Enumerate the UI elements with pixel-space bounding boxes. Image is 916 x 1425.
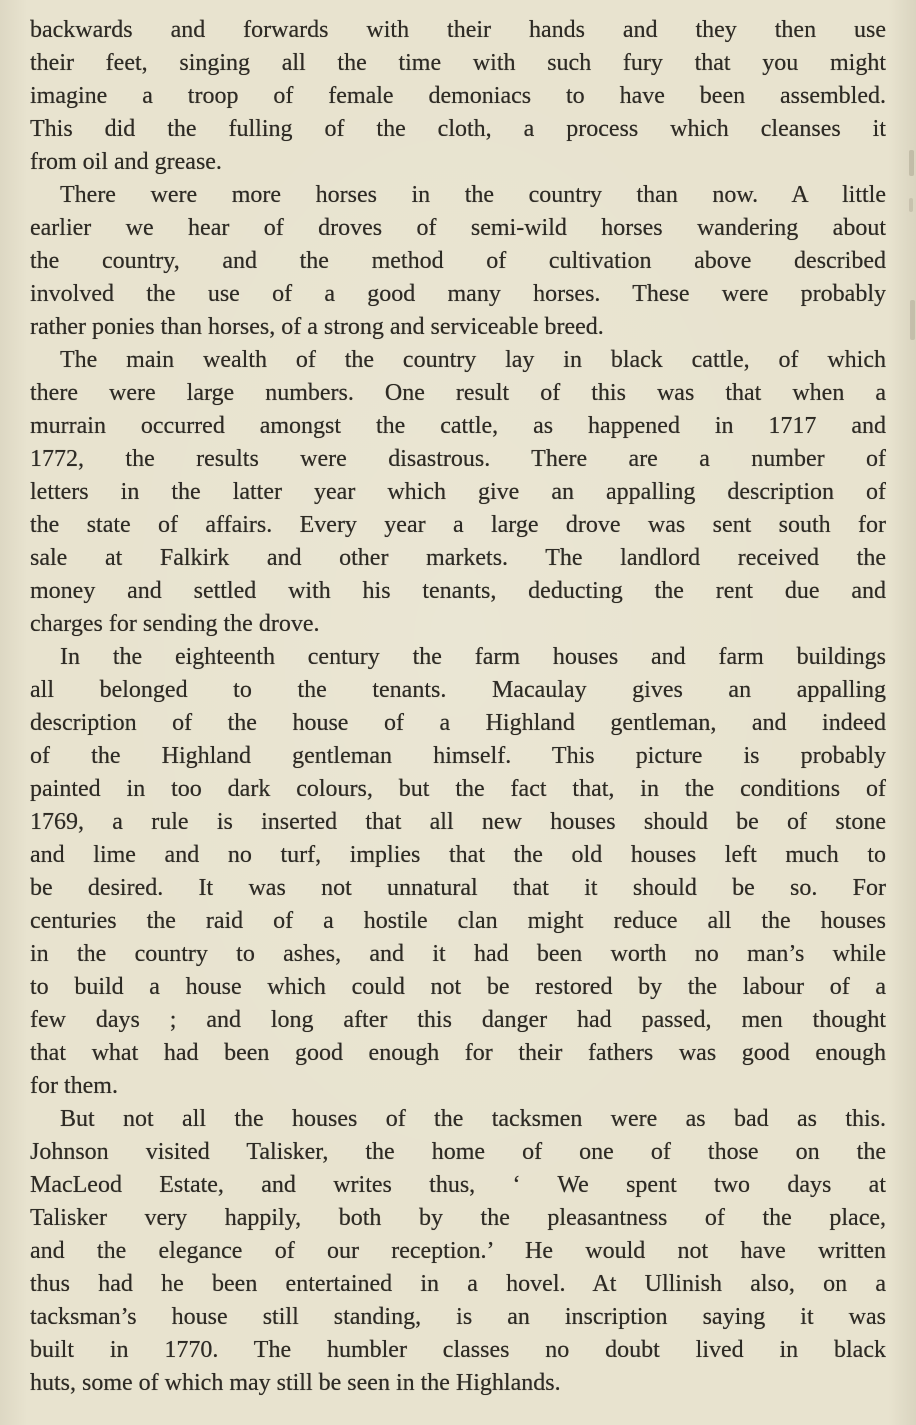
text-line: money and settled with his tenants, deducting the rent due and [30,578,886,604]
scan-bleed-mark [910,300,915,340]
text-line: that what had been good enough for their fathers was good enough [30,1040,886,1066]
scan-bleed-mark [909,198,913,212]
text-line: be desired. It was not unnatural that it should be so. For [30,875,886,901]
text-line: description of the house of a Highland gentleman, and indeed [30,710,886,736]
text-line: centuries the raid of a hostile clan might reduce all the houses [30,908,886,934]
text-line: The main wealth of the country lay in black cattle, of which [60,347,886,373]
text-line: from oil and grease. [30,149,222,175]
text-line: rather ponies than horses, of a strong and serviceable breed. [30,314,604,340]
text-line: all belonged to the tenants. Macaulay gives an appalling [30,677,886,703]
text-line: Johnson visited Talisker, the home of one of those on the [30,1139,886,1165]
text-line: thus had he been entertained in a hovel. At Ullinish also, on a [30,1271,886,1297]
text-line: There were more horses in the country than now. A little [60,182,886,208]
text-line: built in 1770. The humbler classes no doubt lived in black [30,1337,886,1363]
text-line: of the Highland gentleman himself. This picture is probably [30,743,886,769]
text-line: their feet, singing all the time with such fury that you might [30,50,886,76]
text-line: murrain occurred amongst the cattle, as happened in 1717 and [30,413,886,439]
text-line: to build a house which could not be restored by the labour of a [30,974,886,1000]
text-line: imagine a troop of female demoniacs to have been assembled. [30,83,886,109]
text-line: tacksman’s house still standing, is an inscription saying it was [30,1304,886,1330]
text-line: and lime and no turf, implies that the old houses left much to [30,842,886,868]
text-line: painted in too dark colours, but the fact that, in the conditions of [30,776,886,802]
text-line: huts, some of which may still be seen in the Highlands. [30,1370,561,1396]
text-line: sale at Falkirk and other markets. The landlord received the [30,545,886,571]
text-line: This did the fulling of the cloth, a process which cleanses it [30,116,886,142]
text-line: 1769, a rule is inserted that all new houses should be of stone [30,809,886,835]
text-line: the state of affairs. Every year a large drove was sent south for [30,512,886,538]
text-line: there were large numbers. One result of this was that when a [30,380,886,406]
scan-bleed-mark [909,150,914,176]
text-line: charges for sending the drove. [30,611,320,637]
text-line: in the country to ashes, and it had been worth no man’s while [30,941,886,967]
text-line: letters in the latter year which give an appalling description of [30,479,886,505]
text-line: In the eighteenth century the farm houses and farm buildings [60,644,886,670]
text-line: 1772, the results were disastrous. There are a number of [30,446,886,472]
text-line: MacLeod Estate, and writes thus, ‘ We spent two days at [30,1172,886,1198]
text-line: for them. [30,1073,118,1099]
page-text [30,14,886,1400]
text-line: backwards and forwards with their hands and they then use [30,17,886,43]
text-line: Talisker very happily, both by the pleasantness of the place, [30,1205,886,1231]
text-line: involved the use of a good many horses. These were probably [30,281,886,307]
text-line: few days ; and long after this danger had passed, men thought [30,1007,886,1033]
text-line: the country, and the method of cultivation above described [30,248,886,274]
text-line: earlier we hear of droves of semi-wild horses wandering about [30,215,886,241]
text-line: and the elegance of our reception.’ He would not have written [30,1238,886,1264]
text-line: But not all the houses of the tacksmen were as bad as this. [60,1106,886,1132]
